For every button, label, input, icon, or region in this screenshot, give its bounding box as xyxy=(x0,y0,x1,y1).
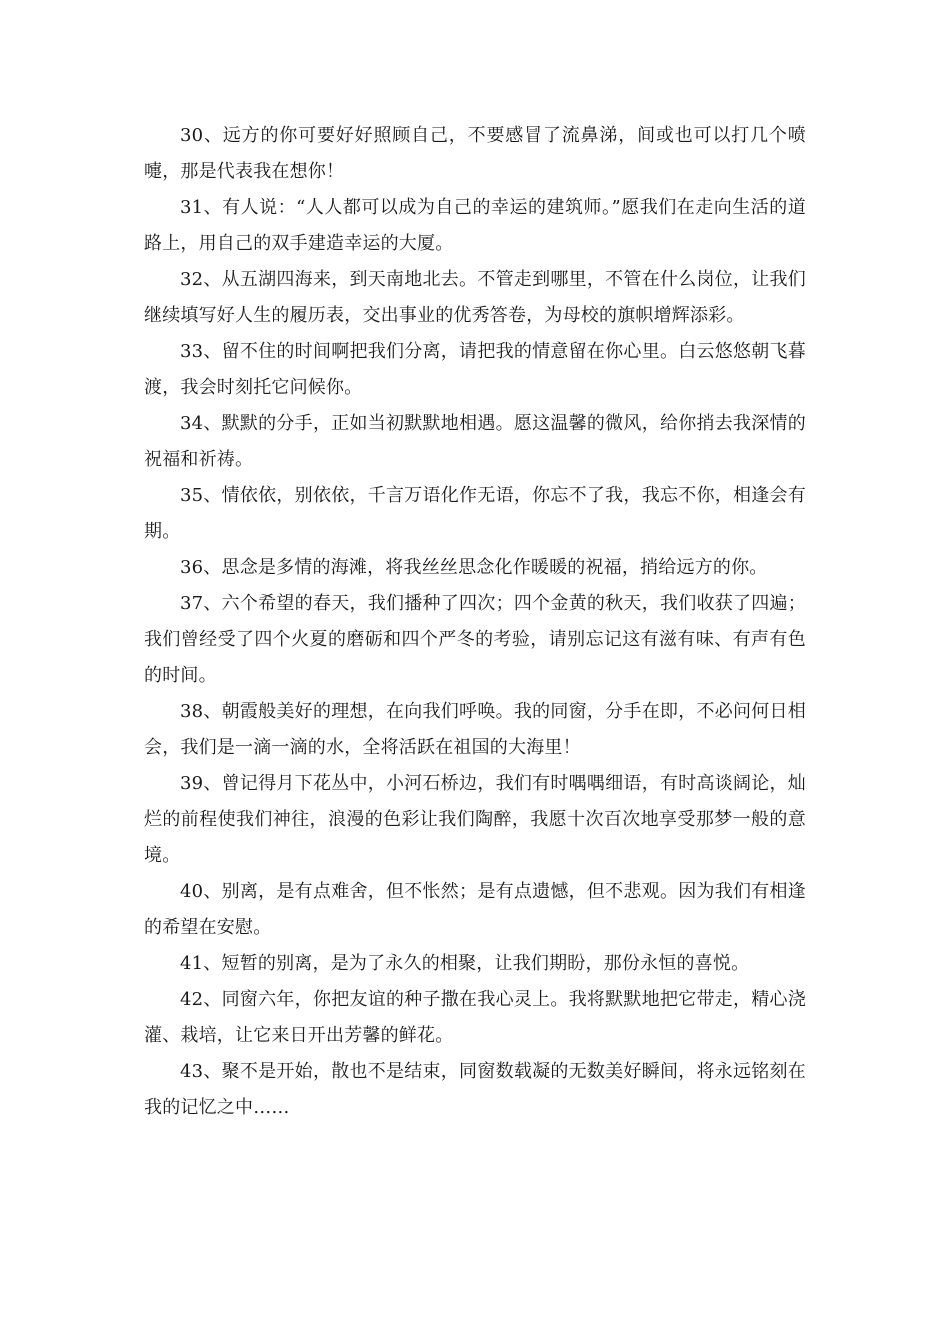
paragraph-38: 38、朝霞般美好的理想，在向我们呼唤。我的同窗，分手在即，不必问何日相会，我们是一滴一滴的水，全将活跃在祖国的大海里！ xyxy=(144,701,806,758)
paragraph-32: 32、从五湖四海来，到天南地北去。不管走到哪里，不管在什么岗位，让我们继续填写好人生的履历表，交出事业的优秀答卷，为母校的旗帜增辉添彩。 xyxy=(144,269,806,326)
paragraph-31: 31、有人说：“人人都可以成为自己的幸运的建筑师。”愿我们在走向生活的道路上，用自己的双手建造幸运的大厦。 xyxy=(144,197,806,254)
paragraph-37: 37、六个希望的春天，我们播种了四次；四个金黄的秋天，我们收获了四遍；我们曾经受了四个火夏的磨砺和四个严冬的考验，请别忘记这有滋有味、有声有色的时间。 xyxy=(144,593,806,686)
paragraph-42: 42、同窗六年，你把友谊的种子撒在我心灵上。我将默默地把它带走，精心浇灌、栽培，让它来日开出芳馨的鲜花。 xyxy=(144,989,806,1046)
paragraph-36: 36、思念是多情的海滩，将我丝丝思念化作暖暖的祝福，捎给远方的你。 xyxy=(180,557,768,578)
paragraph-35: 35、情依依，别依依，千言万语化作无语，你忘不了我，我忘不你，相逢会有期。 xyxy=(144,485,806,542)
paragraph-40: 40、别离，是有点难舍，但不怅然；是有点遗憾，但不悲观。因为我们有相逢的希望在安慰。 xyxy=(144,881,806,938)
paragraph-33: 33、留不住的时间啊把我们分离，请把我的情意留在你心里。白云悠悠朝飞暮渡，我会时刻托它问候你。 xyxy=(144,341,806,398)
document-body xyxy=(144,118,806,1126)
paragraph-43: 43、聚不是开始，散也不是结束，同窗数载凝的无数美好瞬间，将永远铭刻在我的记忆之中…… xyxy=(144,1061,806,1118)
paragraph-41: 41、短暂的别离，是为了永久的相聚，让我们期盼，那份永恒的喜悦。 xyxy=(180,953,750,974)
paragraph-30: 30、远方的你可要好好照顾自己，不要感冒了流鼻涕，间或也可以打几个喷嚏，那是代表我在想你！ xyxy=(144,125,806,182)
paragraph-39: 39、曾记得月下花丛中，小河石桥边，我们有时喁喁细语，有时高谈阔论，灿烂的前程使我们神往，浪漫的色彩让我们陶醉，我愿十次百次地享受那梦一般的意境。 xyxy=(144,773,806,866)
paragraph-34: 34、默默的分手，正如当初默默地相遇。愿这温馨的微风，给你捎去我深情的祝福和祈祷。 xyxy=(144,413,806,470)
